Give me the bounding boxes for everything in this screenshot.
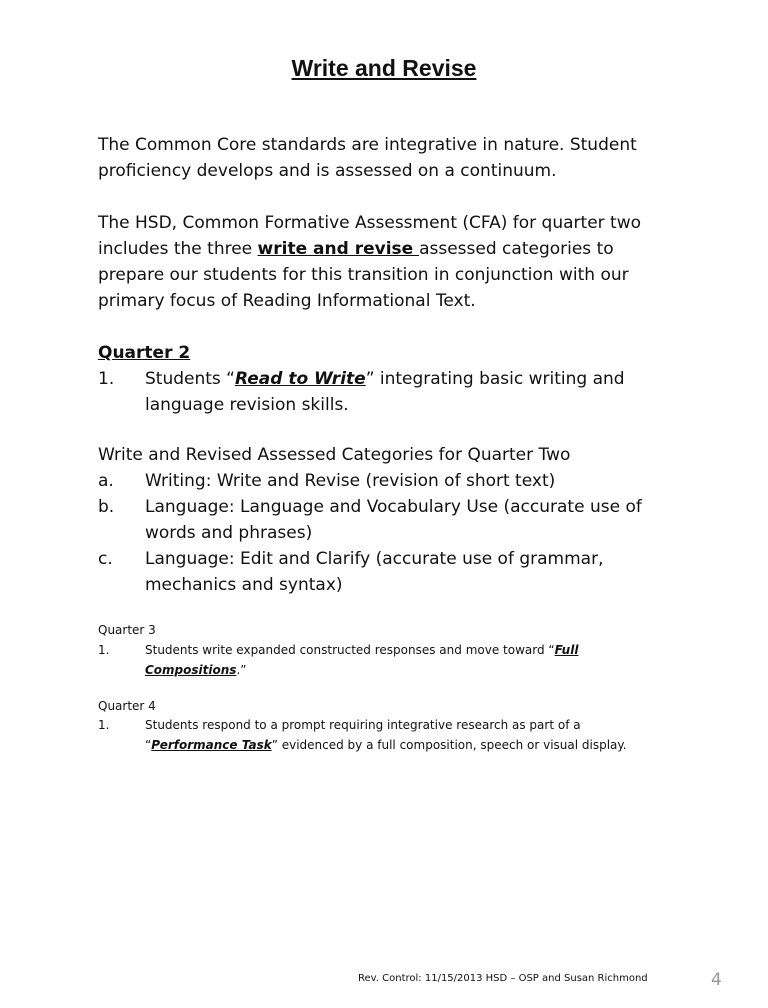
quarter-3-item <box>0 640 768 680</box>
category-item <box>0 494 768 546</box>
category-item <box>0 546 768 598</box>
category-line-2: mechanics and syntax) <box>145 575 343 595</box>
page-title: Write and Revise <box>291 55 477 81</box>
quarter-3-item-line-2 <box>145 660 578 680</box>
quarter-2-item-line-2: language revision skills. <box>145 395 349 415</box>
quarter-3-item-line-1 <box>145 640 578 660</box>
category-line-1: Language: Language and Vocabulary Use (accurate use of <box>145 497 642 517</box>
compositions-emphasis: Compositions <box>145 663 237 677</box>
quarter-3-item-marker: 1. <box>98 643 110 657</box>
cfa-line-2-pre: includes the three <box>98 239 258 259</box>
revision-footer: Rev. Control: 11/15/2013 HSD – OSP and Susan Richmond <box>358 973 648 984</box>
cfa-line-1: The HSD, Common Formative Assessment (CFA) for quarter two <box>98 213 642 233</box>
quarter-4-item-marker: 1. <box>98 718 110 732</box>
cfa-line-2 <box>98 236 641 262</box>
quarter-2-item <box>0 366 768 426</box>
category-line-2: words and phrases) <box>145 523 313 543</box>
page-number: 4 <box>711 970 722 990</box>
quarter-4-item <box>0 715 768 755</box>
category-marker: b. <box>98 497 115 517</box>
category-line-1: Writing: Write and Revise (revision of short text) <box>145 471 556 491</box>
full-emphasis: Full <box>554 643 579 657</box>
quarter-2-item-marker: 1. <box>98 369 115 389</box>
cfa-line-4: primary focus of Reading Informational Text. <box>98 291 476 311</box>
quarter-2-item-line-1 <box>145 366 625 392</box>
cfa-line-3: prepare our students for this transition in conjunction with our <box>98 265 629 285</box>
quarter-2-item-pre: Students “ <box>145 369 235 389</box>
intro-paragraph <box>98 132 637 184</box>
cfa-paragraph <box>98 210 641 314</box>
category-item <box>0 468 768 494</box>
category-marker: c. <box>98 549 113 569</box>
quarter-3-item-pre: Students write expanded constructed responses and move toward “ <box>145 643 555 657</box>
intro-line-2: proficiency develops and is assessed on a continuum. <box>98 161 557 181</box>
quarter-4-item-post: ” evidenced by a full composition, speech or visual display. <box>271 738 627 752</box>
category-line-1: Language: Edit and Clarify (accurate use of grammar, <box>145 549 604 569</box>
categories-heading: Write and Revised Assessed Categories for Quarter Two <box>98 445 571 465</box>
quarter-4-heading: Quarter 4 <box>98 699 156 713</box>
quarter-2-heading: Quarter 2 <box>98 343 191 363</box>
quarter-2-item-post: ” integrating basic writing and <box>365 369 625 389</box>
category-marker: a. <box>98 471 114 491</box>
quarter-4-item-line-1: Students respond to a prompt requiring integrative research as part of a <box>145 718 581 732</box>
intro-line-1: The Common Core standards are integrative in nature. Student <box>98 135 637 155</box>
performance-task-emphasis: Performance Task <box>151 738 272 752</box>
quarter-4-item-pre: “ <box>145 738 152 752</box>
read-to-write-emphasis: Read to Write <box>235 369 366 389</box>
quarter-3-heading: Quarter 3 <box>98 623 156 637</box>
cfa-line-2-post: assessed categories to <box>419 239 614 259</box>
quarter-4-item-line-2 <box>145 735 627 755</box>
quarter-3-item-post: .” <box>236 663 247 677</box>
write-and-revise-emphasis: write and revise <box>257 239 420 259</box>
